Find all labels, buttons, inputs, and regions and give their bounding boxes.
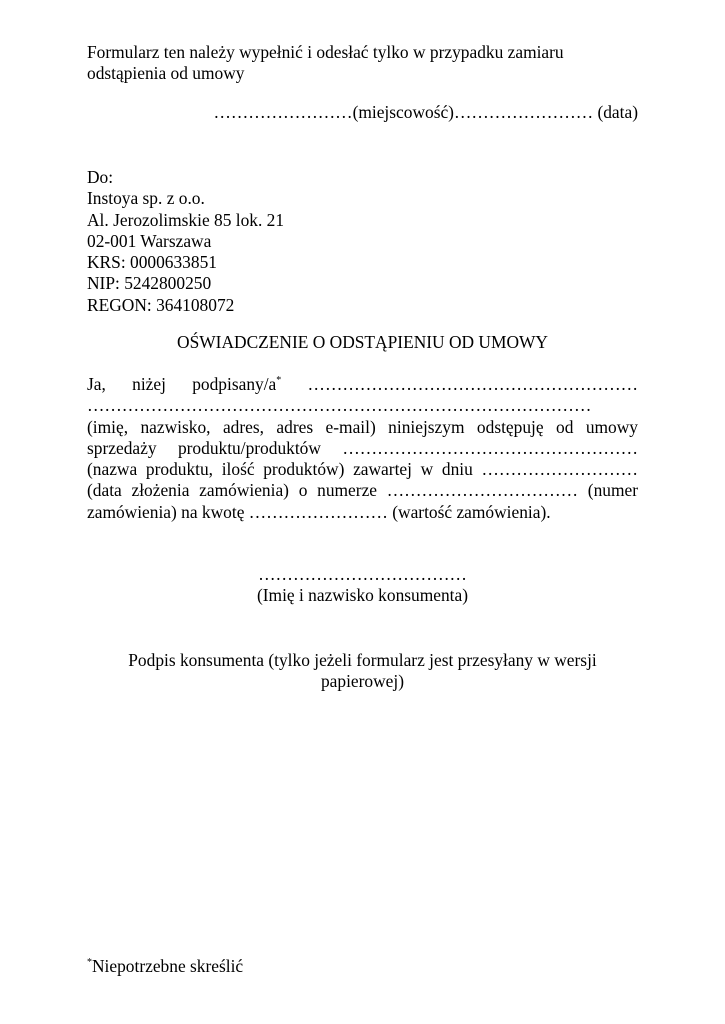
statement-line-4: sprzedaży produktu/produktów …………………………………………… xyxy=(87,437,638,458)
recipient-company: Instoya sp. z o.o. xyxy=(87,188,205,209)
intro-line-1: Formularz ten należy wypełnić i odesłać tylko w przypadku zamiaru xyxy=(87,42,564,62)
statement-line-5: (nazwa produktu, ilość produktów) zawartej w dniu ……………………… xyxy=(87,459,638,480)
consumer-name-field xyxy=(87,564,638,607)
place-date-line: ……………………(miejscowość)…………………… (data) xyxy=(213,102,638,122)
footnote-marker: * xyxy=(276,375,282,387)
recipient-street: Al. Jerozolimskie 85 lok. 21 xyxy=(87,209,285,230)
name-label: (Imię i nazwisko konsumenta) xyxy=(256,585,469,606)
footnote xyxy=(87,956,243,977)
statement-line-6: (data złożenia zamówienia) o numerze …………………………… (numer xyxy=(87,480,638,501)
statement-line-1-end: ………………………………………………… xyxy=(281,374,638,394)
recipient-block xyxy=(87,167,284,316)
statement-line-1-start: Ja, niżej podpisany/a xyxy=(87,374,277,394)
statement-line-7: zamówienia) na kwotę …………………… (wartość zamówienia). xyxy=(87,501,551,522)
statement-line-2: …………………………………………………………………………… xyxy=(87,395,592,416)
statement-line-3: (imię, nazwisko, adres, adres e-mail) niniejszym odstępuję od umowy xyxy=(87,416,638,437)
recipient-nip: NIP: 5242800250 xyxy=(87,273,212,294)
signature-block xyxy=(87,650,638,693)
recipient-regon: REGON: 364108072 xyxy=(87,294,235,315)
intro-line-2: odstąpienia od umowy xyxy=(87,63,245,84)
signature-line-1: Podpis konsumenta (tylko jeżeli formularz jest przesyłany w wersji xyxy=(128,650,597,670)
recipient-krs: KRS: 0000633851 xyxy=(87,252,217,273)
name-dots: ……………………………… xyxy=(258,564,467,584)
footnote-text: Niepotrzebne skreślić xyxy=(92,956,244,976)
recipient-header: Do: xyxy=(87,167,114,187)
intro-text xyxy=(87,42,564,85)
statement-body xyxy=(87,374,638,523)
signature-line-2: papierowej) xyxy=(320,671,405,692)
document-title: OŚWIADCZENIE O ODSTĄPIENIU OD UMOWY xyxy=(177,332,548,352)
statement-line-1 xyxy=(87,374,638,395)
footnote-mark: * xyxy=(87,957,92,969)
recipient-city: 02-001 Warszawa xyxy=(87,230,212,251)
